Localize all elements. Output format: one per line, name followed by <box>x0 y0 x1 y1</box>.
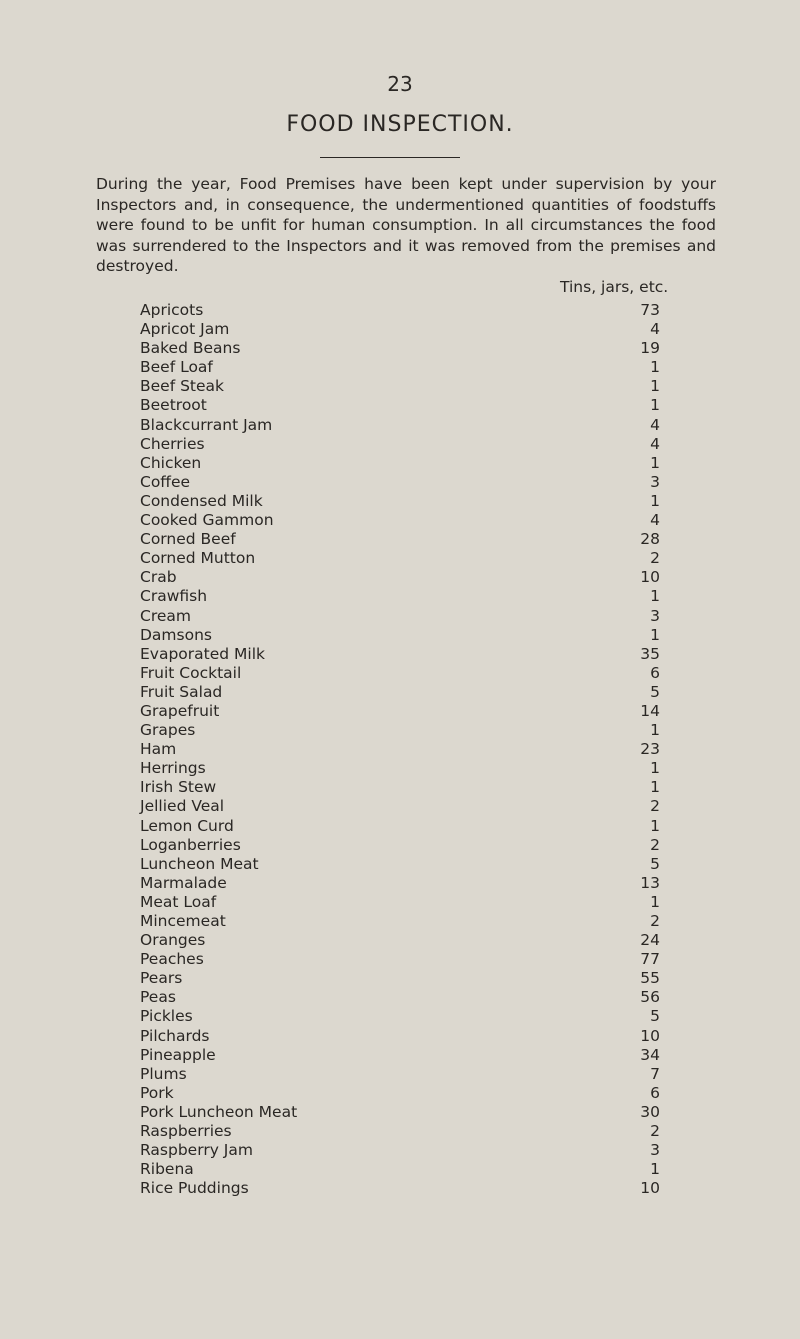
item-quantity: 4 <box>650 434 660 453</box>
list-item <box>140 664 660 683</box>
list-item <box>140 817 660 836</box>
item-quantity: 10 <box>640 1026 660 1045</box>
list-item <box>140 1007 660 1026</box>
list-item <box>140 759 660 778</box>
list-item <box>140 797 660 816</box>
list-item <box>140 301 660 320</box>
item-name: Pork Luncheon Meat <box>140 1102 298 1121</box>
item-name: Grapefruit <box>140 701 220 720</box>
item-quantity: 56 <box>640 988 660 1007</box>
item-name: Fruit Salad <box>140 682 223 701</box>
item-quantity: 35 <box>640 644 660 663</box>
item-quantity: 6 <box>650 1083 660 1102</box>
item-name: Cooked Gammon <box>140 511 274 530</box>
item-name: Raspberry Jam <box>140 1141 253 1160</box>
item-name: Loganberries <box>140 835 241 854</box>
title-divider <box>320 157 460 158</box>
list-item <box>140 931 660 950</box>
list-item <box>140 1027 660 1046</box>
list-item <box>140 1141 660 1160</box>
item-name: Corned Beef <box>140 530 236 549</box>
list-item <box>140 855 660 874</box>
item-name: Herrings <box>140 759 206 778</box>
list-item <box>140 721 660 740</box>
item-quantity: 1 <box>650 396 660 415</box>
quantity-column-heading: Tins, jars, etc. <box>560 278 669 296</box>
list-item <box>140 702 660 721</box>
item-name: Beef Loaf <box>140 358 213 377</box>
item-quantity: 1 <box>650 587 660 606</box>
list-item <box>140 683 660 702</box>
item-quantity: 3 <box>650 1141 660 1160</box>
list-item <box>140 396 660 415</box>
item-quantity: 73 <box>640 301 660 319</box>
list-item <box>140 607 660 626</box>
item-name: Beetroot <box>140 396 207 415</box>
item-name: Meat Loaf <box>140 892 217 911</box>
item-name: Coffee <box>140 472 191 491</box>
item-name: Ribena <box>140 1160 194 1179</box>
list-item <box>140 549 660 568</box>
item-quantity: 2 <box>650 912 660 930</box>
list-item <box>140 874 660 893</box>
item-quantity: 10 <box>640 1179 660 1198</box>
item-quantity: 34 <box>640 1045 660 1064</box>
list-item <box>140 778 660 797</box>
list-item <box>140 1179 660 1198</box>
item-name: Lemon Curd <box>140 816 234 835</box>
item-name: Luncheon Meat <box>140 854 259 873</box>
list-item <box>140 626 660 645</box>
item-name: Pears <box>140 969 183 988</box>
list-item <box>140 435 660 454</box>
item-quantity: 14 <box>640 701 660 720</box>
list-item <box>140 339 660 358</box>
item-name: Cream <box>140 606 191 625</box>
list-item <box>140 416 660 435</box>
list-item <box>140 473 660 492</box>
item-quantity: 2 <box>650 549 660 568</box>
list-item <box>140 530 660 549</box>
item-quantity: 1 <box>650 453 660 472</box>
list-item <box>140 969 660 988</box>
list-item <box>140 320 660 339</box>
item-quantity: 1 <box>650 625 660 644</box>
item-name: Blackcurrant Jam <box>140 415 273 434</box>
list-item <box>140 1084 660 1103</box>
list-item <box>140 1103 660 1122</box>
item-quantity: 3 <box>650 472 660 491</box>
item-name: Ham <box>140 740 177 759</box>
list-item <box>140 377 660 396</box>
item-quantity: 2 <box>650 1122 660 1141</box>
item-quantity: 28 <box>640 530 660 549</box>
intro-paragraph: During the year, Food Premises have been kept under supervision by your Inspectors and, in consequence, the undermentioned quantities of foodstuffs were found to be unfit for human consumption. In all circumstances the food was surrendered to the Inspectors and it was removed from the premises and destroyed. <box>96 175 716 275</box>
list-item <box>140 568 660 587</box>
food-items-list <box>140 301 660 1198</box>
item-quantity: 30 <box>640 1102 660 1121</box>
item-quantity: 77 <box>640 950 660 969</box>
list-item <box>140 893 660 912</box>
item-name: Crawfish <box>140 587 208 606</box>
item-quantity: 1 <box>650 358 660 377</box>
page-number: 23 <box>387 72 413 96</box>
item-name: Apricots <box>140 301 204 319</box>
list-item <box>140 912 660 931</box>
item-name: Pineapple <box>140 1045 216 1064</box>
item-quantity: 55 <box>640 969 660 988</box>
item-quantity: 1 <box>650 491 660 510</box>
item-quantity: 10 <box>640 568 660 587</box>
item-name: Peas <box>140 988 176 1007</box>
item-name: Damsons <box>140 625 212 644</box>
list-item <box>140 492 660 511</box>
item-quantity: 1 <box>650 778 660 797</box>
page-title: FOOD INSPECTION. <box>286 112 514 137</box>
item-name: Crab <box>140 568 177 587</box>
item-name: Baked Beans <box>140 339 241 358</box>
item-quantity: 4 <box>650 511 660 530</box>
item-quantity: 7 <box>650 1064 660 1083</box>
list-item <box>140 836 660 855</box>
item-quantity: 6 <box>650 663 660 682</box>
item-quantity: 1 <box>650 377 660 396</box>
item-quantity: 1 <box>650 759 660 778</box>
item-name: Pork <box>140 1083 174 1102</box>
item-name: Jellied Veal <box>140 797 225 816</box>
list-item <box>140 988 660 1007</box>
item-quantity: 24 <box>640 931 660 950</box>
item-quantity: 13 <box>640 873 660 892</box>
item-quantity: 19 <box>640 339 660 358</box>
item-name: Fruit Cocktail <box>140 663 242 682</box>
item-quantity: 1 <box>650 816 660 835</box>
item-quantity: 2 <box>650 797 660 816</box>
item-name: Apricot Jam <box>140 320 230 339</box>
item-name: Peaches <box>140 950 204 969</box>
item-name: Beef Steak <box>140 377 225 396</box>
list-item <box>140 587 660 606</box>
item-name: Chicken <box>140 453 202 472</box>
item-name: Plums <box>140 1064 187 1083</box>
list-item <box>140 645 660 664</box>
item-quantity: 4 <box>650 415 660 434</box>
item-name: Grapes <box>140 721 196 740</box>
item-quantity: 23 <box>640 740 660 759</box>
list-item <box>140 1065 660 1084</box>
item-name: Cherries <box>140 434 205 453</box>
item-name: Oranges <box>140 931 206 950</box>
item-quantity: 4 <box>650 320 660 339</box>
item-name: Irish Stew <box>140 778 217 797</box>
item-name: Rice Puddings <box>140 1179 249 1198</box>
item-name: Pilchards <box>140 1026 210 1045</box>
item-quantity: 5 <box>650 854 660 873</box>
item-quantity: 5 <box>650 682 660 701</box>
item-name: Corned Mutton <box>140 549 256 568</box>
list-item <box>140 358 660 377</box>
item-name: Raspberries <box>140 1122 232 1141</box>
item-quantity: 1 <box>650 892 660 911</box>
list-item <box>140 1046 660 1065</box>
list-item <box>140 1160 660 1179</box>
item-name: Marmalade <box>140 873 227 892</box>
item-quantity: 1 <box>650 721 660 740</box>
list-item <box>140 1122 660 1141</box>
item-quantity: 3 <box>650 606 660 625</box>
item-name: Pickles <box>140 1007 193 1026</box>
item-quantity: 5 <box>650 1007 660 1026</box>
item-quantity: 2 <box>650 835 660 854</box>
list-item <box>140 454 660 473</box>
list-item <box>140 740 660 759</box>
item-name: Evaporated Milk <box>140 644 265 663</box>
item-name: Condensed Milk <box>140 491 263 510</box>
list-item <box>140 950 660 969</box>
list-item <box>140 511 660 530</box>
item-name: Mincemeat <box>140 912 226 930</box>
item-quantity: 1 <box>650 1160 660 1179</box>
